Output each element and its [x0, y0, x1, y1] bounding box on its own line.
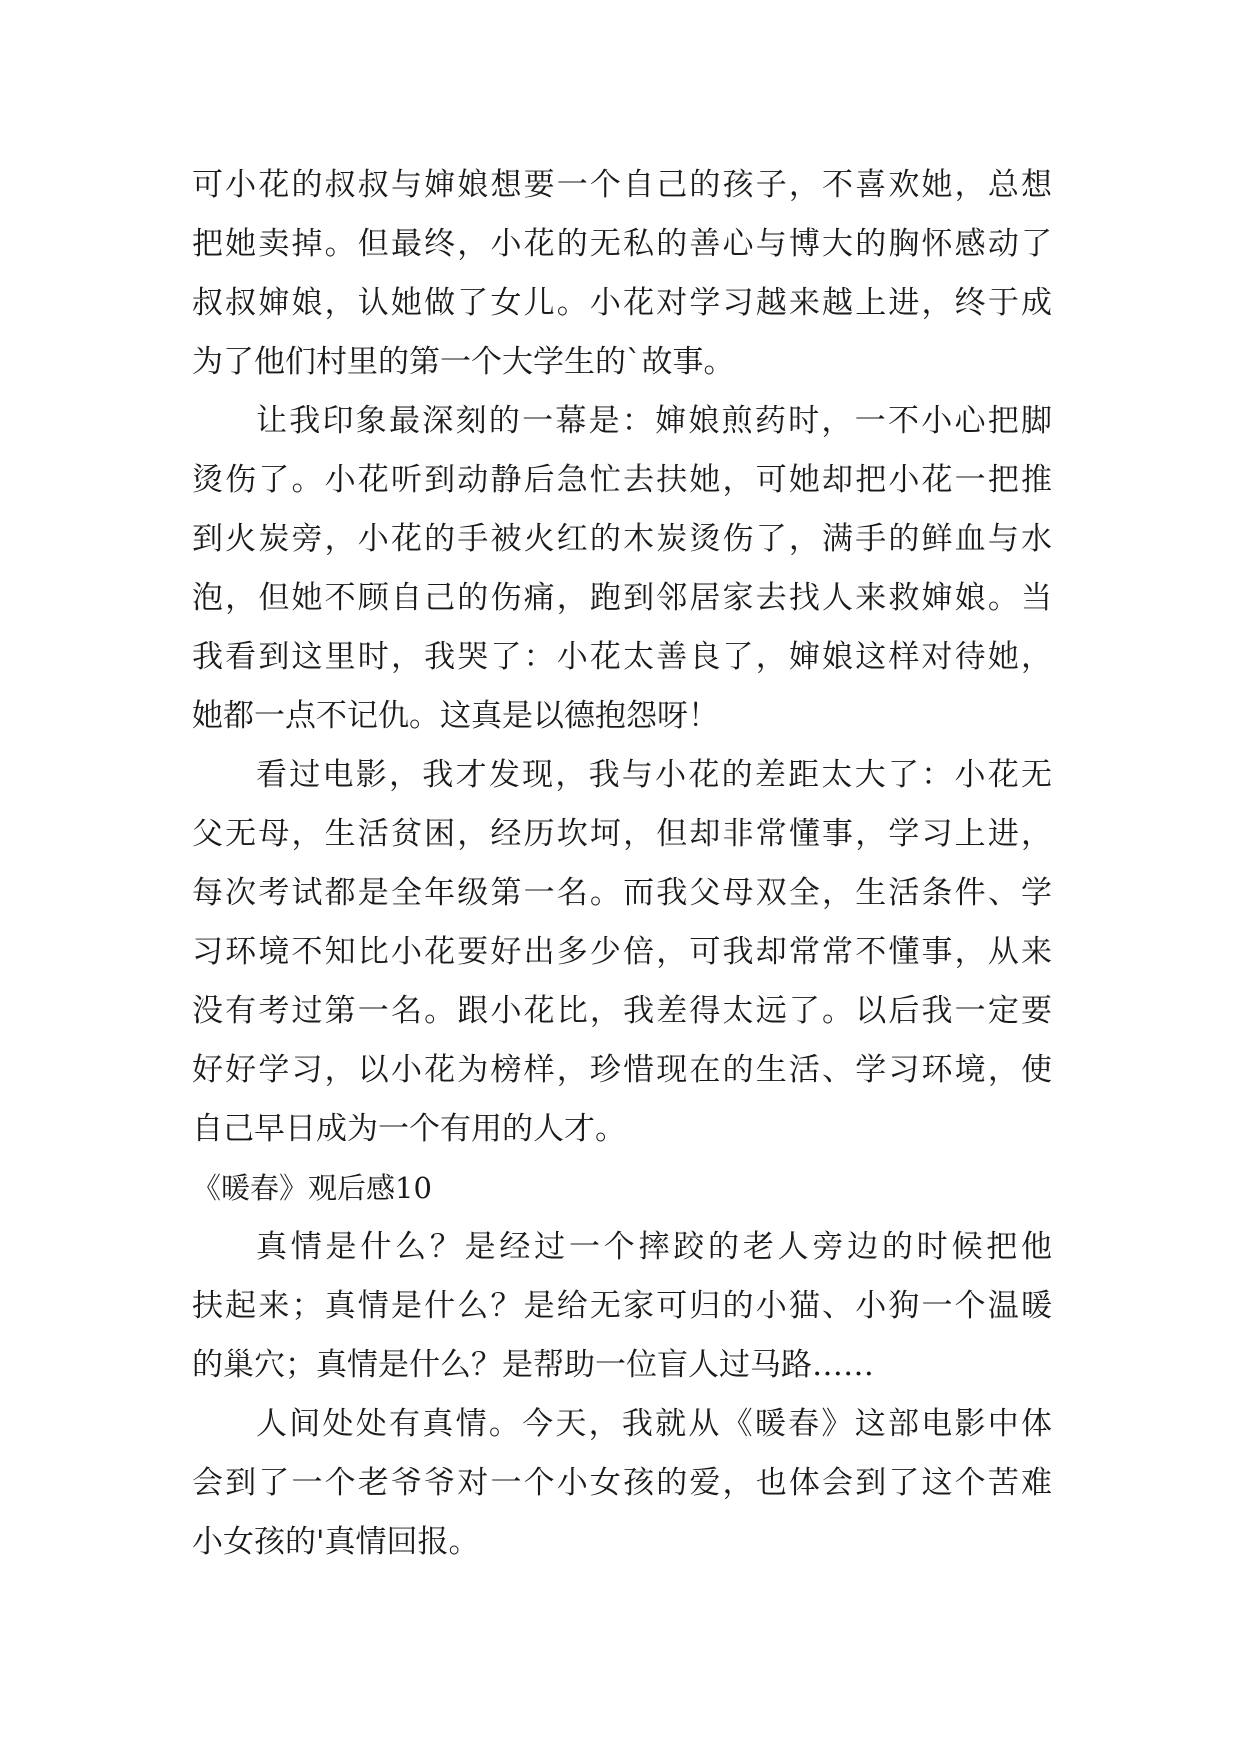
section-heading: 《暖春》观后感10 — [192, 1171, 432, 1205]
text-line: 真情是什么？是经过一个摔跤的老人旁边的时候把他 — [256, 1229, 1052, 1265]
text-line: 烫伤了。小花听到动静后急忙去扶她，可她却把小花一把推 — [192, 462, 1052, 498]
paragraph — [192, 1218, 1052, 1395]
text-line: 把她卖掉。但最终，小花的无私的善心与博大的胸怀感动了 — [192, 226, 1052, 262]
text-line: 的巢穴；真情是什么？是帮助一位盲人过马路…… — [192, 1347, 874, 1383]
text-line: 人间处处有真情。今天，我就从《暖春》这部电影中体 — [256, 1406, 1052, 1442]
text-line: 每次考试都是全年级第一名。而我父母双全，生活条件、学 — [192, 875, 1052, 911]
text-line: 看过电影，我才发现，我与小花的差距太大了：小花无 — [256, 757, 1052, 793]
text-line: 自己早日成为一个有用的人才。 — [192, 1111, 626, 1147]
paragraph — [192, 392, 1052, 746]
text-line: 会到了一个老爷爷对一个小女孩的爱，也体会到了这个苦难 — [192, 1465, 1052, 1501]
text-line: 她都一点不记仇。这真是以德抱怨呀！ — [192, 698, 719, 734]
text-line: 我看到这里时，我哭了：小花太善良了，婶娘这样对待她， — [192, 639, 1052, 675]
text-line: 父无母，生活贫困，经历坎坷，但却非常懂事，学习上进， — [192, 816, 1052, 852]
text-line: 小女孩的'真情回报。 — [192, 1524, 480, 1560]
text-line: 泡，但她不顾自己的伤痛，跑到邻居家去找人来救婶娘。当 — [192, 580, 1052, 616]
paragraph — [192, 746, 1052, 1159]
document-body — [192, 156, 1052, 1572]
text-line: 到火炭旁，小花的手被火红的木炭烫伤了，满手的鲜血与水 — [192, 521, 1052, 557]
text-line: 没有考过第一名。跟小花比，我差得太远了。以后我一定要 — [192, 993, 1052, 1029]
paragraph — [192, 156, 1052, 392]
text-line: 可小花的叔叔与婶娘想要一个自己的孩子，不喜欢她，总想 — [192, 167, 1052, 203]
text-line: 让我印象最深刻的一幕是：婶娘煎药时，一不小心把脚 — [256, 403, 1052, 439]
text-line: 为了他们村里的第一个大学生的`故事。 — [192, 344, 735, 380]
paragraph — [192, 1395, 1052, 1572]
text-line: 好好学习，以小花为榜样，珍惜现在的生活、学习环境，使 — [192, 1052, 1052, 1088]
text-line: 扶起来；真情是什么？是给无家可归的小猫、小狗一个温暖 — [192, 1288, 1052, 1324]
text-line: 叔叔婶娘，认她做了女儿。小花对学习越来越上进，终于成 — [192, 285, 1052, 321]
text-line: 习环境不知比小花要好出多少倍，可我却常常不懂事，从来 — [192, 934, 1052, 970]
